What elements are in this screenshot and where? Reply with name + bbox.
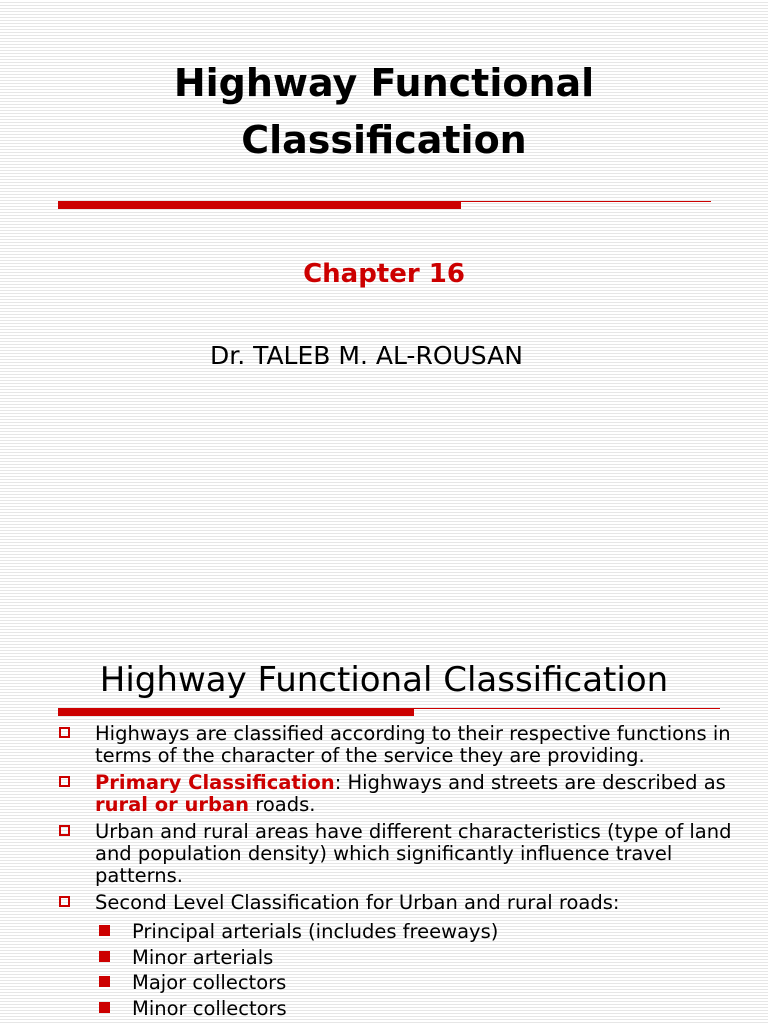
title-divider-thick — [58, 201, 461, 209]
bullet-item — [57, 723, 747, 767]
sub-bullet-text: Minor arterials — [132, 945, 274, 969]
sub-bullet-text: Principal arterials (includes freeways) — [132, 920, 499, 943]
sub-bullet-item — [57, 970, 747, 996]
rural-urban-highlight: rural or urban — [95, 793, 250, 816]
title-line-2: Classification — [241, 118, 527, 162]
bullet-text: Highways are classified according to their respective functions in terms of the character of the service they are providing. — [95, 722, 731, 767]
sub-bullet-item — [57, 919, 747, 945]
primary-classification-highlight: Primary Classification — [95, 771, 335, 794]
filled-square-bullet-icon — [99, 951, 110, 962]
hollow-square-bullet-icon — [59, 727, 70, 738]
bullet-item — [57, 772, 747, 816]
sub-bullet-text: Major collectors — [132, 971, 287, 994]
slide-title — [60, 55, 708, 169]
bullet-item — [57, 821, 747, 887]
slide2-divider-thick — [58, 708, 414, 716]
hollow-square-bullet-icon — [59, 896, 70, 907]
slide2-title: Highway Functional Classification — [99, 660, 669, 700]
bullet-item — [57, 892, 747, 914]
bullet-text: Urban and rural areas have different characteristics (type of land and population density) which significantly influence travel patterns. — [95, 820, 732, 887]
bullet-list — [57, 723, 747, 1021]
sub-bullet-list — [57, 919, 747, 1021]
filled-square-bullet-icon — [99, 976, 110, 987]
sub-bullet-item — [57, 945, 747, 971]
title-line-1: Highway Functional — [173, 61, 595, 105]
sub-bullet-text: Minor collectors — [132, 996, 287, 1020]
filled-square-bullet-icon — [99, 925, 110, 936]
sub-bullet-item — [57, 996, 747, 1022]
title-divider-thin — [461, 201, 711, 202]
bullet-text: Second Level Classification for Urban and rural roads: — [95, 891, 620, 914]
hollow-square-bullet-icon — [59, 776, 70, 787]
chapter-label: Chapter 16 — [303, 259, 465, 289]
bullet-text: : Highways and streets are described as — [334, 771, 726, 794]
author-name: Dr. TALEB M. AL-ROUSAN — [210, 341, 523, 370]
hollow-square-bullet-icon — [59, 825, 70, 836]
slide2-divider-thin — [414, 708, 720, 709]
filled-square-bullet-icon — [99, 1002, 110, 1013]
bullet-text: roads. — [249, 793, 316, 816]
